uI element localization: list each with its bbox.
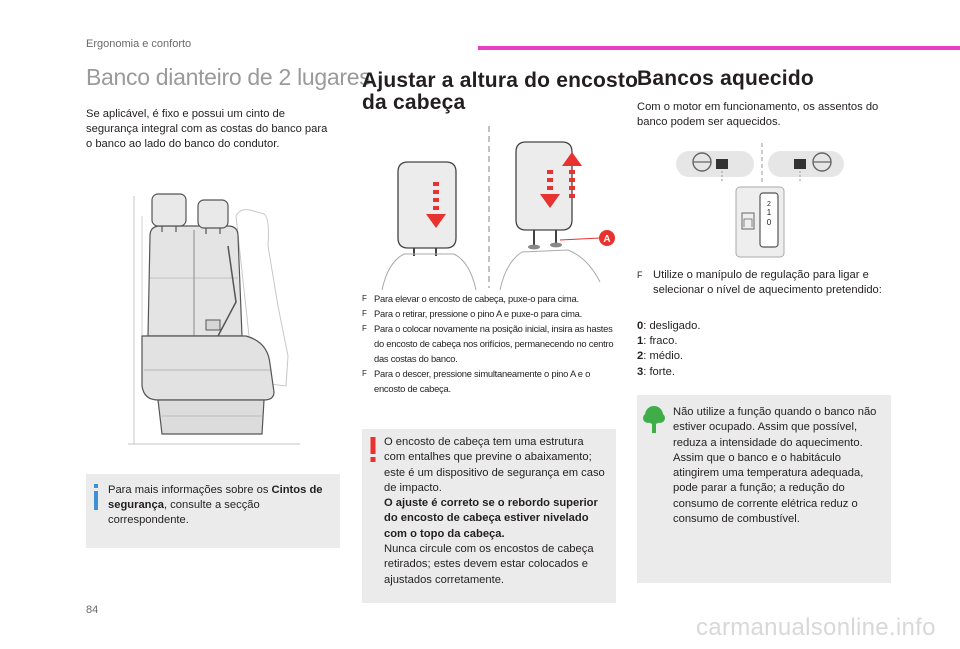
step-text: Para o retirar, pressione o pino A e puxe-o para cima. bbox=[374, 308, 582, 319]
heating-levels-list bbox=[637, 319, 700, 380]
watermark: carmanualsonline.info bbox=[696, 614, 936, 641]
list-item bbox=[637, 349, 700, 364]
bullet-glyph: F bbox=[362, 294, 367, 303]
info-suffix: , consulte a secção correspondente. bbox=[108, 499, 260, 526]
level-number: 1 bbox=[637, 335, 644, 348]
seat-heating-control-illustration bbox=[672, 143, 848, 259]
seatbelt-reference-link[interactable]: Cintos de segurança bbox=[108, 484, 323, 511]
headrest-warning-note bbox=[362, 429, 616, 603]
seatbelt-info-text bbox=[108, 483, 328, 528]
level-label: : médio. bbox=[643, 350, 684, 363]
callout-label-a: A bbox=[603, 234, 611, 245]
level-label: : fraco. bbox=[643, 335, 678, 348]
eco-advice-note bbox=[637, 395, 891, 583]
heating-instruction bbox=[637, 268, 887, 298]
level-label: : forte. bbox=[643, 365, 675, 378]
warning-bold-paragraph: O ajuste é correto se o rebordo superior do encosto de cabeça estiver nivelado com o topo da cabeça. bbox=[384, 497, 598, 540]
eco-advice-text: Não utilize a função quando o banco não estiver ocupado. Assim que possível, reduza a intensidade do aquecimento. Assim que o banco e o habitáculo atingirem uma temperatura adequada, pode parar a função; a redução do consumo de corrente elétrica reduz o consumo de combustível. bbox=[673, 406, 877, 526]
front-bench-title: Banco dianteiro de 2 lugares bbox=[86, 64, 371, 90]
headrest-title-line1: Ajustar a altura do encosto bbox=[362, 69, 639, 92]
step-text: Para elevar o encosto de cabeça, puxe-o para cima. bbox=[374, 293, 579, 304]
headrest-title-line2: da cabeça bbox=[362, 91, 466, 114]
level-number: 2 bbox=[637, 350, 644, 363]
list-item bbox=[637, 365, 700, 380]
info-prefix: Para mais informações sobre os bbox=[108, 484, 272, 496]
seatbelt-info-note bbox=[86, 474, 340, 548]
list-item bbox=[362, 321, 618, 366]
list-item bbox=[362, 306, 618, 321]
headrest-illustration bbox=[378, 122, 616, 290]
dial-label-0: 0 bbox=[766, 218, 772, 227]
list-item bbox=[637, 334, 700, 349]
bullet-glyph: F bbox=[362, 309, 367, 318]
step-text: Para o descer, pressione simultaneamente o pino A e o encosto de cabeça. bbox=[374, 368, 591, 394]
bullet-glyph: F bbox=[637, 270, 643, 280]
list-item bbox=[362, 291, 618, 306]
page-number: 84 bbox=[86, 604, 99, 616]
headrest-steps-list bbox=[362, 291, 618, 396]
level-number: 3 bbox=[637, 365, 644, 378]
bullet-glyph: F bbox=[362, 324, 367, 333]
section-title: Ergonomia e conforto bbox=[86, 38, 192, 50]
dial-label-1: 1 bbox=[766, 208, 772, 217]
warning-exclamation-icon bbox=[370, 437, 376, 463]
warning-text bbox=[384, 435, 606, 588]
heating-instruction-text: Utilize o manípulo de regulação para ligar e selecionar o nível de aquecimento pretendido: bbox=[653, 269, 882, 296]
bullet-glyph: F bbox=[362, 369, 367, 378]
section-accent-bar bbox=[478, 46, 960, 50]
front-bench-intro: Se aplicável, é fixo e possui um cinto de segurança integral com as costas do banco para o banco ao lado do banco do condutor. bbox=[86, 108, 328, 150]
warning-paragraph-2: Nunca circule com os encostos de cabeça retirados; estes devem estar colocados e ajustados corretamente. bbox=[384, 543, 594, 586]
bench-seat-illustration bbox=[128, 186, 300, 456]
heated-seats-title: Bancos aquecido bbox=[637, 67, 814, 90]
list-item bbox=[362, 366, 618, 396]
list-item bbox=[637, 319, 700, 334]
level-number: 0 bbox=[637, 320, 644, 332]
info-icon bbox=[94, 484, 98, 510]
warning-paragraph-1: O encosto de cabeça tem uma estrutura com entalhes que previne o abaixamento; este é um dispositivo de segurança em caso de impacto. bbox=[384, 436, 605, 494]
heated-seats-intro: Com o motor em funcionamento, os assentos do banco podem ser aquecidos. bbox=[637, 101, 879, 128]
dial-label-2: 2 bbox=[767, 201, 771, 208]
headrest-title bbox=[362, 70, 638, 114]
level-label: : desligado. bbox=[643, 320, 701, 332]
eco-tree-icon bbox=[643, 405, 665, 433]
step-text: Para o colocar novamente na posição inicial, insira as hastes do encosto de cabeça nos orifícios, permanecendo no centro das costas do banco. bbox=[374, 323, 614, 364]
